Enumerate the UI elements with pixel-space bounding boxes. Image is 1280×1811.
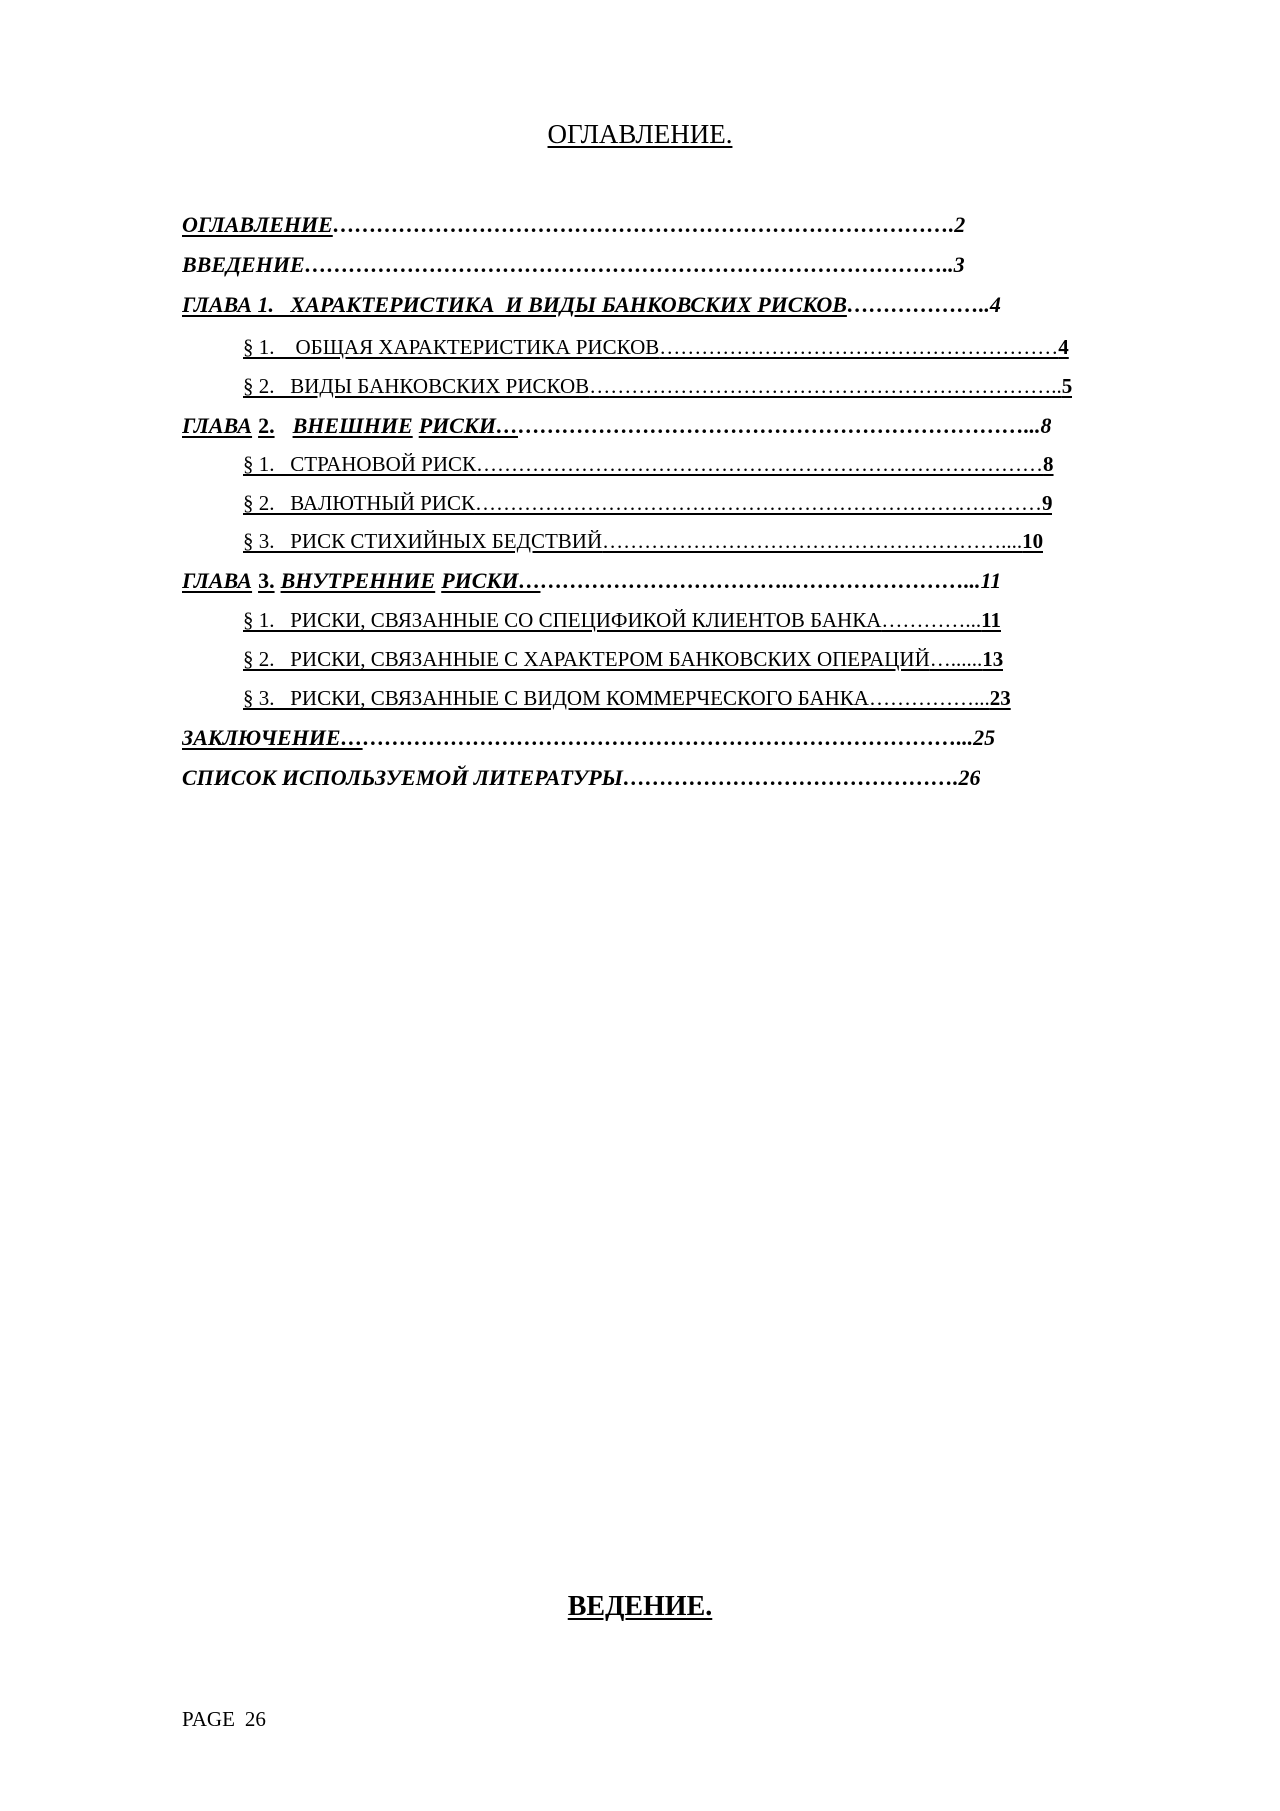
toc-chapter-title-word-2: РИСКИ… [418,413,518,438]
toc-page-number: 5 [1061,374,1073,398]
toc-entry-chapter-1[interactable] [182,291,1001,319]
toc-entry-label: § 2. ВАЛЮТНЫЙ РИСК [243,491,475,515]
toc-entry-vvedenie[interactable] [182,251,965,279]
page-title: ОГЛАВЛЕНИЕ. [547,119,733,149]
section-title-vvedenie: ВЕДЕНИЕ. [567,1591,713,1622]
toc-entry-label: ЗАКЛЮЧЕНИЕ… [182,725,363,750]
toc-page-number: 26 [958,765,981,790]
toc-entry-label: СПИСОК ИСПОЛЬЗУЕМОЙ ЛИТЕРАТУРЫ [182,765,623,790]
toc-entry-zakliuchenie[interactable] [182,724,995,752]
toc-entry-label: § 1. СТРАНОВОЙ РИСК [243,452,477,476]
toc-entry-chapter-2-section-1[interactable] [243,450,1054,478]
toc-page-number: 13 [982,647,1004,671]
toc-entry-chapter-3[interactable] [182,567,1001,595]
toc-entry-chapter-2-section-2[interactable] [243,489,1052,517]
toc-leader: …………………………………………………………………………….. [304,252,954,277]
toc-entry-label: § 2. РИСКИ, СВЯЗАННЫЕ С ХАРАКТЕРОМ БАНКОВСКИХ ОПЕРАЦИЙ [243,647,930,671]
toc-page-number: 23 [989,686,1011,710]
toc-page-number: 4 [1058,335,1069,359]
toc-page-number: 11 [981,608,1001,632]
toc-chapter-title-word-1: ВНУТРЕННИЕ [280,568,436,593]
toc-leader: …………………………….……………………... [540,568,981,593]
page-number: 26 [244,1707,266,1731]
toc-chapter-number: 3. [258,568,275,593]
toc-leader: ……………………………………………………………... [517,413,1041,438]
toc-leader: ………………………………………………… [659,335,1059,359]
toc-leader: ………………………………………………………….. [589,374,1062,398]
toc-leader: ……………….. [846,292,990,317]
page-field-label: PAGE [182,1707,235,1731]
toc-chapter-title-word-2: РИСКИ… [441,568,541,593]
toc-entry-bibliography[interactable] [182,764,980,792]
toc-leader: …...... [929,647,983,671]
toc-entry-chapter-1-section-2[interactable] [243,372,1072,400]
toc-leader: …………... [881,608,982,632]
toc-page-number: 8 [1043,452,1054,476]
toc-chapter-word: ГЛАВА [182,568,253,593]
toc-entry-chapter-1-section-1[interactable] [243,333,1069,361]
toc-entry-label: § 1. ОБЩАЯ ХАРАКТЕРИСТИКА РИСКОВ [243,335,660,359]
toc-leader: …………………………………………………………………………. [332,212,955,237]
toc-chapter-title-word-1: ВНЕШНИЕ [292,413,413,438]
toc-entry-chapter-3-section-3[interactable] [243,684,1011,712]
toc-page-number: 10 [1022,529,1044,553]
toc-entry-label: ВВЕДЕНИЕ [182,252,305,277]
toc-entry-oglavlenie[interactable] [182,211,965,239]
toc-entry-label: § 3. РИСКИ, СВЯЗАННЫЕ С ВИДОМ КОММЕРЧЕСКОГО БАНКА [243,686,869,710]
toc-chapter-number: 2. [258,413,275,438]
toc-chapter-word: ГЛАВА [182,413,253,438]
toc-entry-label: ОГЛАВЛЕНИЕ [182,212,333,237]
toc-entry-label: ГЛАВА 1. ХАРАКТЕРИСТИКА И ВИДЫ БАНКОВСКИХ РИСКОВ [182,292,847,317]
toc-entry-label: § 1. РИСКИ, СВЯЗАННЫЕ СО СПЕЦИФИКОЙ КЛИЕНТОВ БАНКА [243,608,882,632]
toc-entry-label: § 3. РИСК СТИХИЙНЫХ БЕДСТВИЙ [243,529,603,553]
page-footer [182,1706,266,1732]
toc-page-number: 3 [953,252,965,277]
toc-entry-chapter-2[interactable] [182,412,1051,440]
toc-page-number: 11 [980,568,1002,593]
toc-leader: ……………………………………………………………………… [474,491,1042,515]
toc-leader: ……………... [868,686,990,710]
toc-entry-chapter-3-section-2[interactable] [243,645,1003,673]
toc-page-number: 25 [973,725,996,750]
toc-leader: ………………………………………. [622,765,959,790]
toc-leader: ………………………………………………….... [602,529,1023,553]
toc-page-number: 8 [1040,413,1052,438]
toc-entry-chapter-2-section-3[interactable] [243,527,1043,555]
toc-entry-chapter-3-section-1[interactable] [243,606,1001,634]
toc-page-number: 2 [954,212,966,237]
toc-page-number: 4 [989,292,1001,317]
toc-leader: ………………………………………………………………………... [362,725,974,750]
toc-leader: ……………………………………………………………………… [476,452,1044,476]
toc-entry-label: § 2. ВИДЫ БАНКОВСКИХ РИСКОВ [243,374,590,398]
toc-page-number: 9 [1041,491,1053,515]
